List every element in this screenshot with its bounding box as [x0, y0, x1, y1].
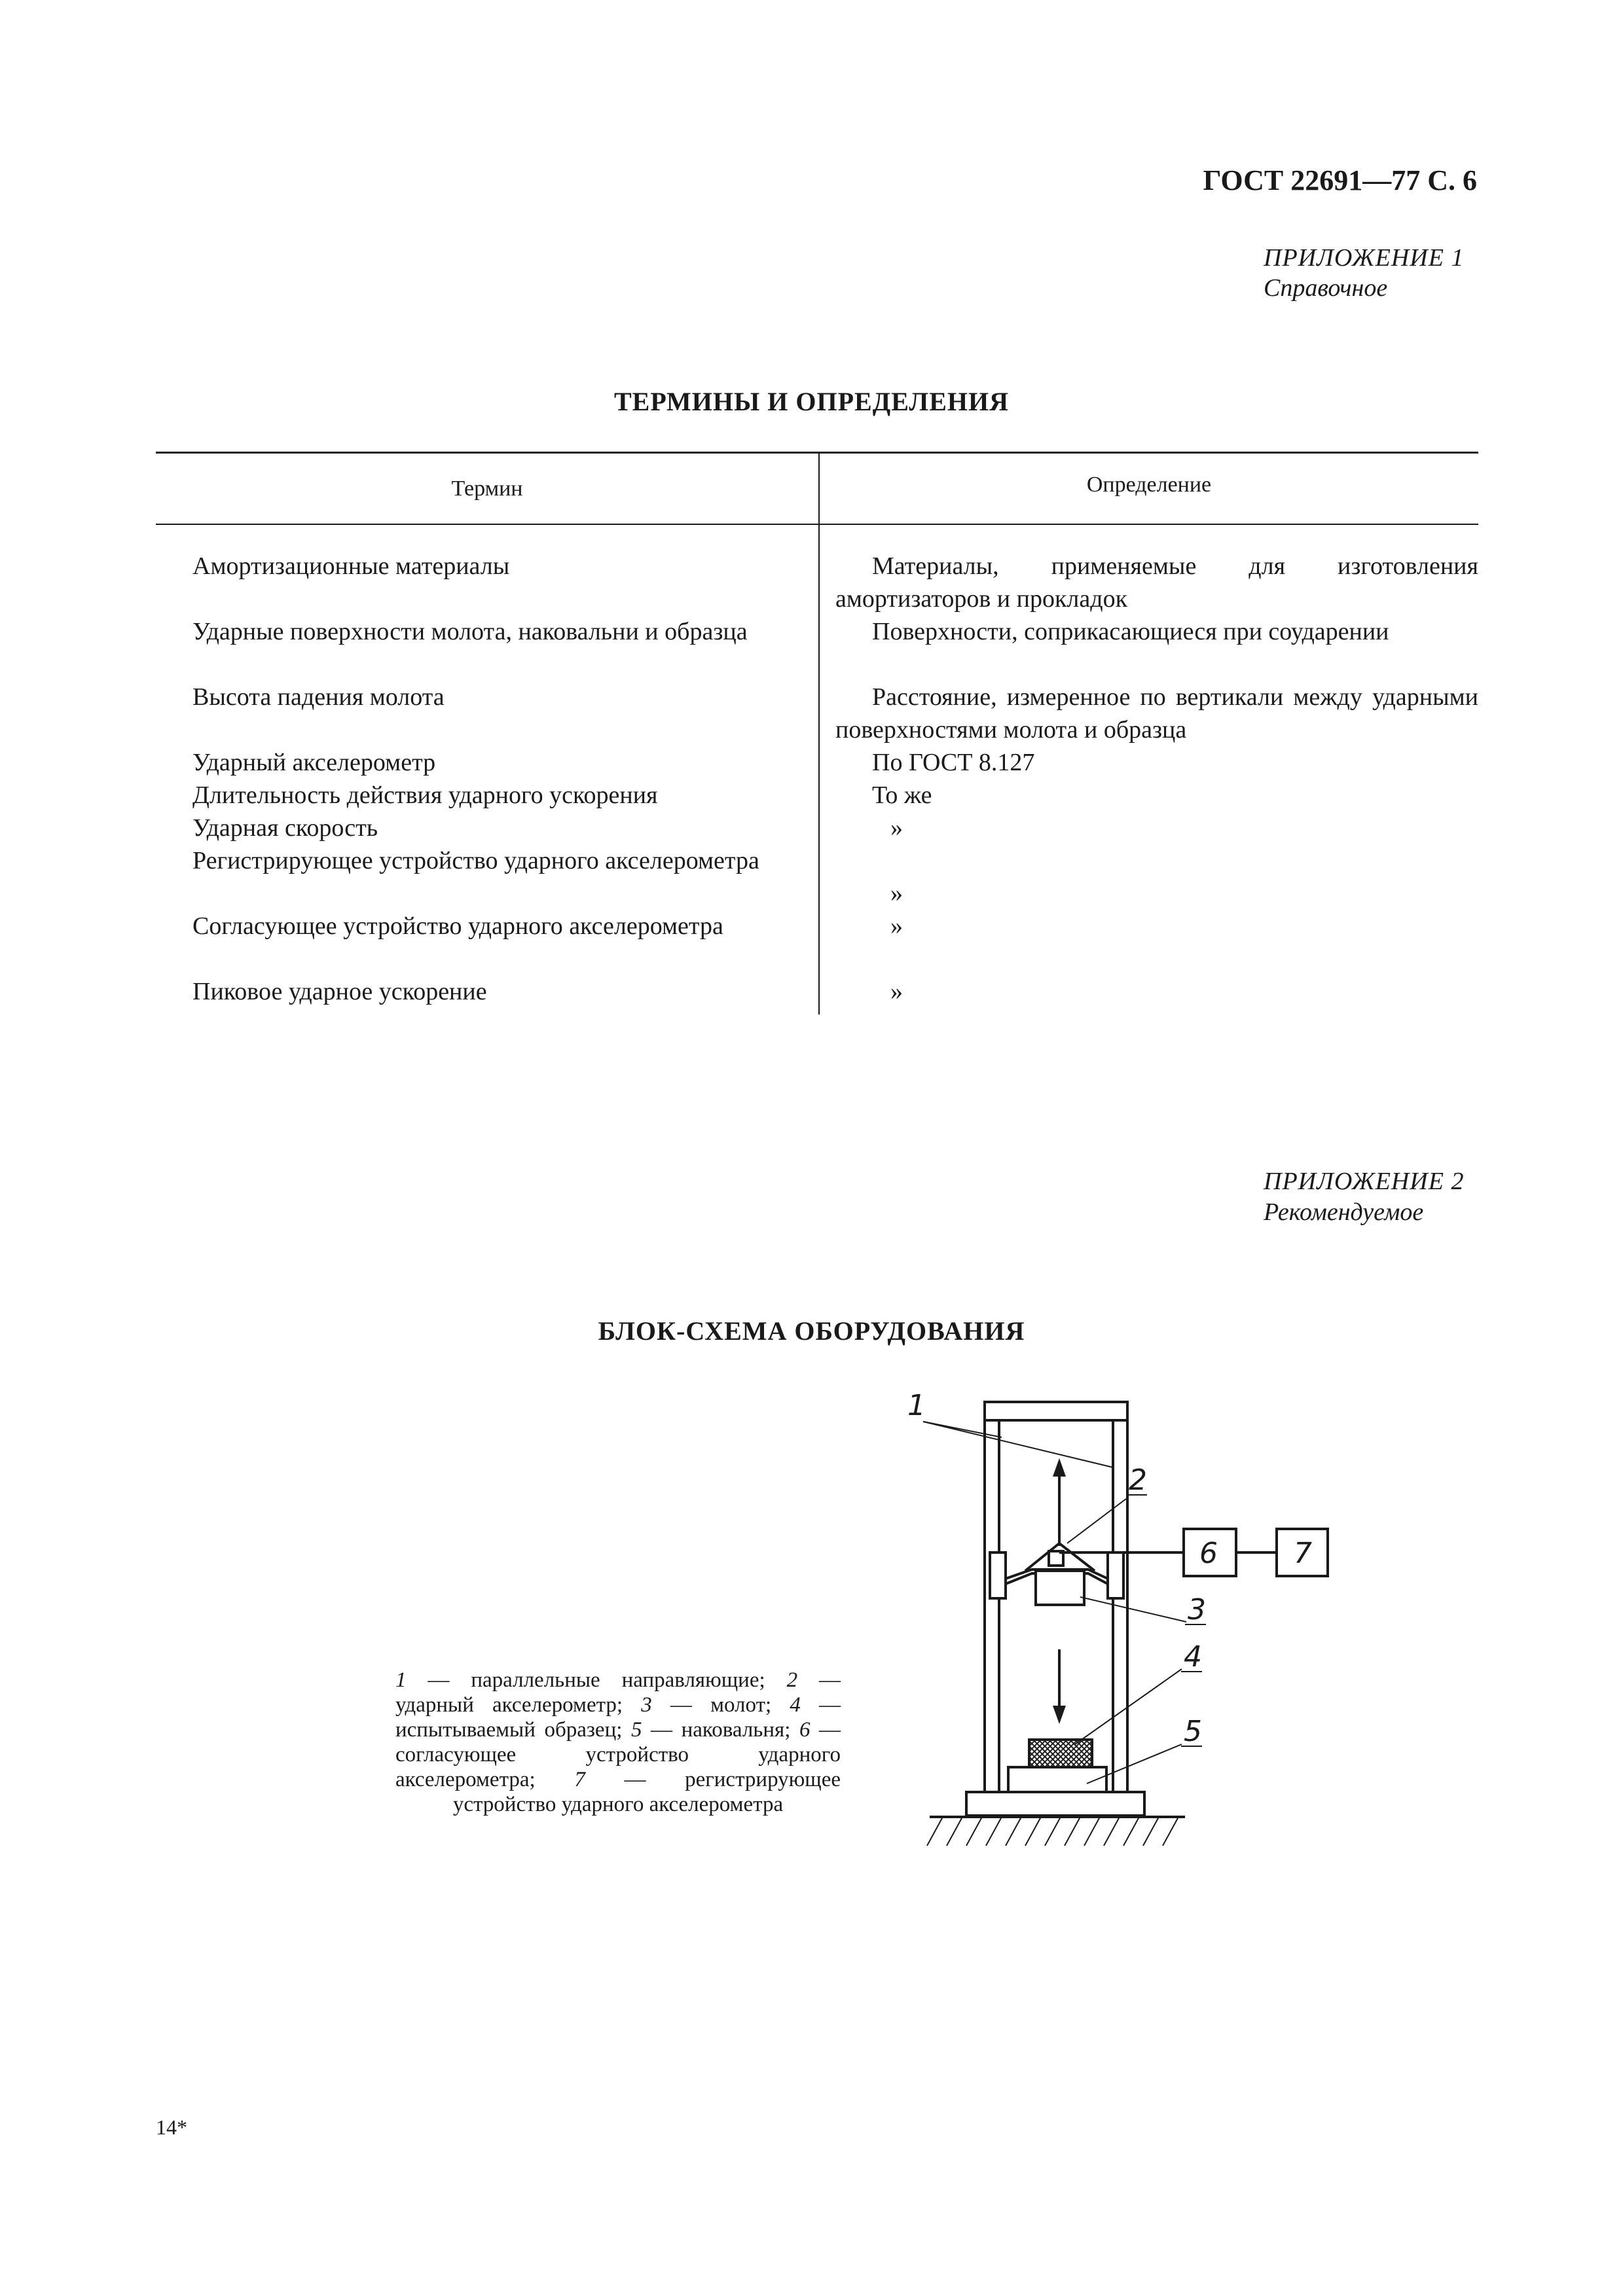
hammer — [1036, 1571, 1084, 1605]
definition-cell: То же — [872, 781, 932, 809]
down-arrow-head — [1053, 1706, 1066, 1724]
definition-ditto-mark: » — [890, 880, 903, 907]
frame-top-bar — [985, 1402, 1127, 1420]
definition-cell: Расстояние, измеренное по вертикали между ударными поверхностями молота и образца — [835, 683, 1478, 744]
term-cell: Высота падения молота — [192, 683, 445, 711]
block-diagram — [903, 1374, 1401, 1885]
label-4: 4 — [1184, 1640, 1202, 1674]
definition-ditto-mark: » — [890, 814, 903, 842]
base-plate — [966, 1792, 1144, 1816]
term-cell: Регистрирующее устройство ударного акселерометра — [192, 847, 759, 874]
anvil — [1008, 1767, 1106, 1793]
term-cell: Ударный акселерометр — [192, 749, 436, 776]
label-1: 1 — [907, 1389, 926, 1422]
diagram-legend: 1 — параллельные направляющие; 2 — ударный акселерометр; 3 — молот; 4 — испытываемый образец; 5 — наковальня; 6 — согласующее устройство ударного акселерометра; 7 — регистрирующее устройство ударного акселерометра — [395, 1668, 841, 1816]
appendix-2-subtitle: Рекомендуемое — [1264, 1198, 1424, 1226]
definition-cell: Поверхности, соприкасающиеся при соударении — [872, 618, 1389, 645]
label-6: 6 — [1199, 1537, 1218, 1570]
document-code: ГОСТ 22691—77 С. 6 — [1203, 164, 1477, 196]
appendix-2-title: ПРИЛОЖЕНИЕ 2 — [1264, 1168, 1465, 1195]
right-clamp — [1108, 1552, 1123, 1598]
term-cell: Согласующее устройство ударного акселерометра — [192, 912, 723, 940]
table-column-divider — [818, 452, 820, 1014]
leader-3 — [1080, 1597, 1186, 1622]
terms-section-title: ТЕРМИНЫ И ОПРЕДЕЛЕНИЯ — [613, 387, 1009, 416]
column-header-definition: Определение — [1086, 473, 1212, 497]
leader-1b — [923, 1422, 1113, 1467]
term-cell: Пиковое ударное ускорение — [192, 978, 487, 1005]
page-number: 14* — [156, 2115, 187, 2139]
term-cell: Ударные поверхности молота, наковальни и образца — [192, 618, 748, 645]
label-7: 7 — [1294, 1537, 1312, 1570]
block-diagram-section-title: БЛОК-СХЕМА ОБОРУДОВАНИЯ — [598, 1316, 1025, 1346]
leader-5 — [1087, 1744, 1182, 1784]
definition-cell: По ГОСТ 8.127 — [872, 749, 1035, 776]
left-clamp — [990, 1552, 1006, 1598]
table-top-rule — [156, 452, 1478, 454]
term-cell: Длительность действия ударного ускорения — [192, 781, 658, 809]
term-cell: Ударная скорость — [192, 814, 378, 842]
specimen — [1029, 1740, 1092, 1767]
leader-2 — [1067, 1499, 1126, 1543]
ground-hatching — [927, 1817, 1178, 1846]
appendix-1-subtitle: Справочное — [1264, 274, 1388, 302]
term-cell: Амортизационные материалы — [192, 552, 510, 580]
table-header-rule — [156, 524, 1478, 525]
label-2: 2 — [1129, 1463, 1147, 1497]
definition-ditto-mark: » — [890, 978, 903, 1005]
label-3: 3 — [1188, 1593, 1206, 1626]
column-header-term: Термин — [451, 476, 523, 501]
appendix-1-title: ПРИЛОЖЕНИЕ 1 — [1264, 244, 1465, 272]
definition-cell: Материалы, применяемые для изготовления амортизаторов и прокладок — [835, 552, 1478, 613]
label-5: 5 — [1184, 1715, 1202, 1748]
up-arrow-head — [1053, 1458, 1066, 1477]
definition-ditto-mark: » — [890, 912, 903, 940]
